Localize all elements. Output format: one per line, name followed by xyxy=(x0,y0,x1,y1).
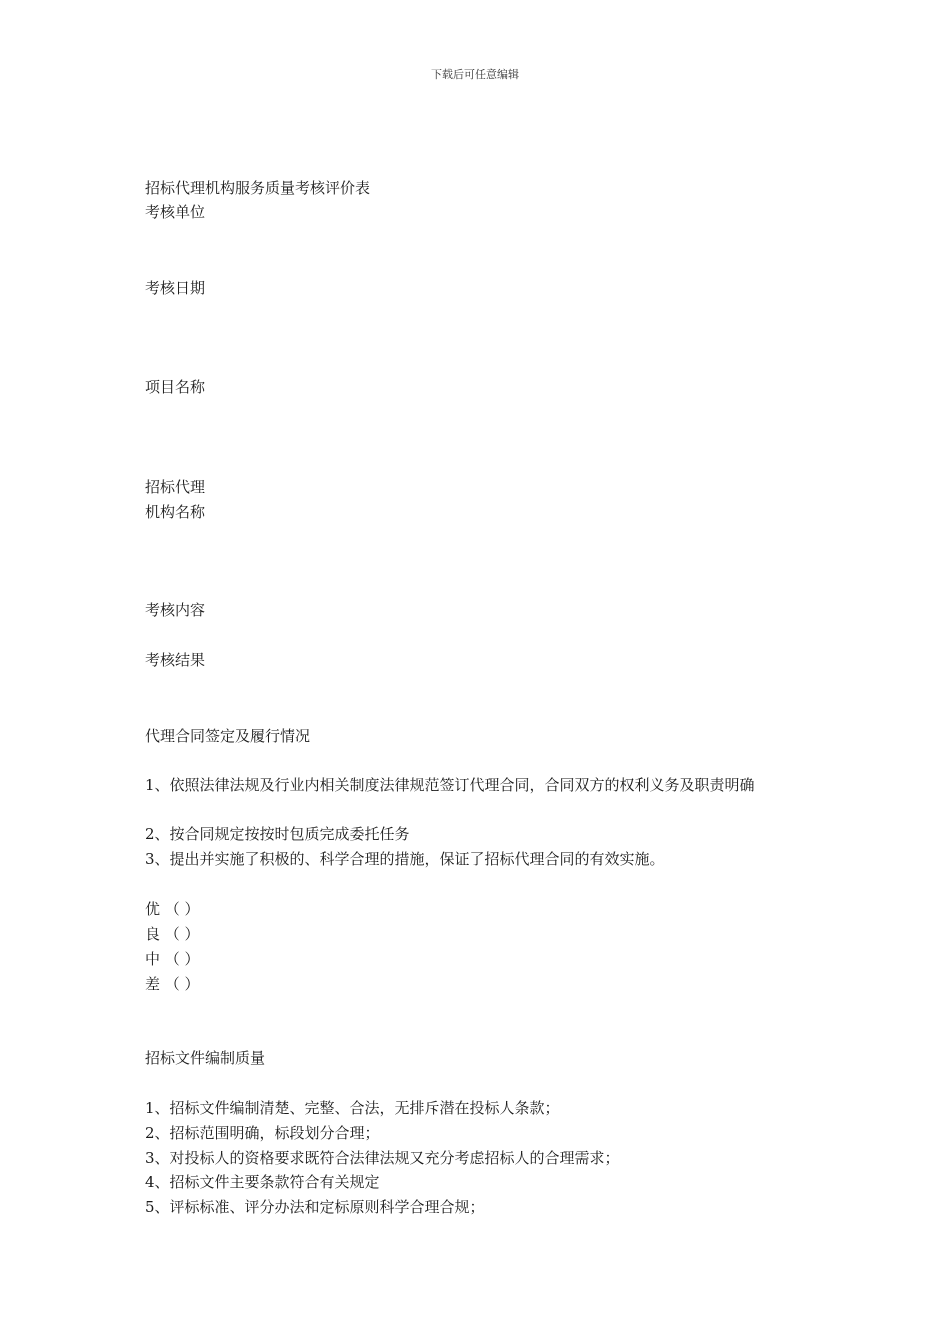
rating-option: 优 （ ） xyxy=(145,900,200,918)
project-label: 项目名称 xyxy=(145,378,206,396)
date-label: 考核日期 xyxy=(145,279,206,297)
section1-item: 3、提出并实施了积极的、科学合理的措施，保证了招标代理合同的有效实施。 xyxy=(145,850,665,868)
section1-heading: 代理合同签定及履行情况 xyxy=(145,727,311,745)
result-label: 考核结果 xyxy=(145,651,206,669)
section1-item: 2、按合同规定按按时包质完成委托任务 xyxy=(145,825,410,843)
section2-item: 3、对投标人的资格要求既符合法律法规又充分考虑招标人的合理需求； xyxy=(145,1149,620,1167)
content-label: 考核内容 xyxy=(145,601,206,619)
section1-item: 1、依照法律法规及行业内相关制度法律规范签订代理合同，合同双方的权利义务及职责明确 xyxy=(145,776,755,794)
section2-heading: 招标文件编制质量 xyxy=(145,1049,266,1067)
unit-label: 考核单位 xyxy=(145,203,206,221)
section2-item: 1、招标文件编制清楚、完整、合法，无排斥潜在投标人条款； xyxy=(145,1099,560,1117)
rating-option: 中 （ ） xyxy=(145,950,200,968)
rating-option: 差 （ ） xyxy=(145,975,200,993)
agency-label-line1: 招标代理 xyxy=(145,478,206,496)
document-title: 招标代理机构服务质量考核评价表 xyxy=(145,179,371,197)
agency-label-line2: 机构名称 xyxy=(145,503,206,521)
page-header-note: 下载后可任意编辑 xyxy=(431,68,519,81)
section2-item: 4、招标文件主要条款符合有关规定 xyxy=(145,1173,380,1191)
section2-item: 5、评标标准、评分办法和定标原则科学合理合规； xyxy=(145,1198,485,1216)
rating-option: 良 （ ） xyxy=(145,925,200,943)
section2-item: 2、招标范围明确，标段划分合理； xyxy=(145,1124,380,1142)
